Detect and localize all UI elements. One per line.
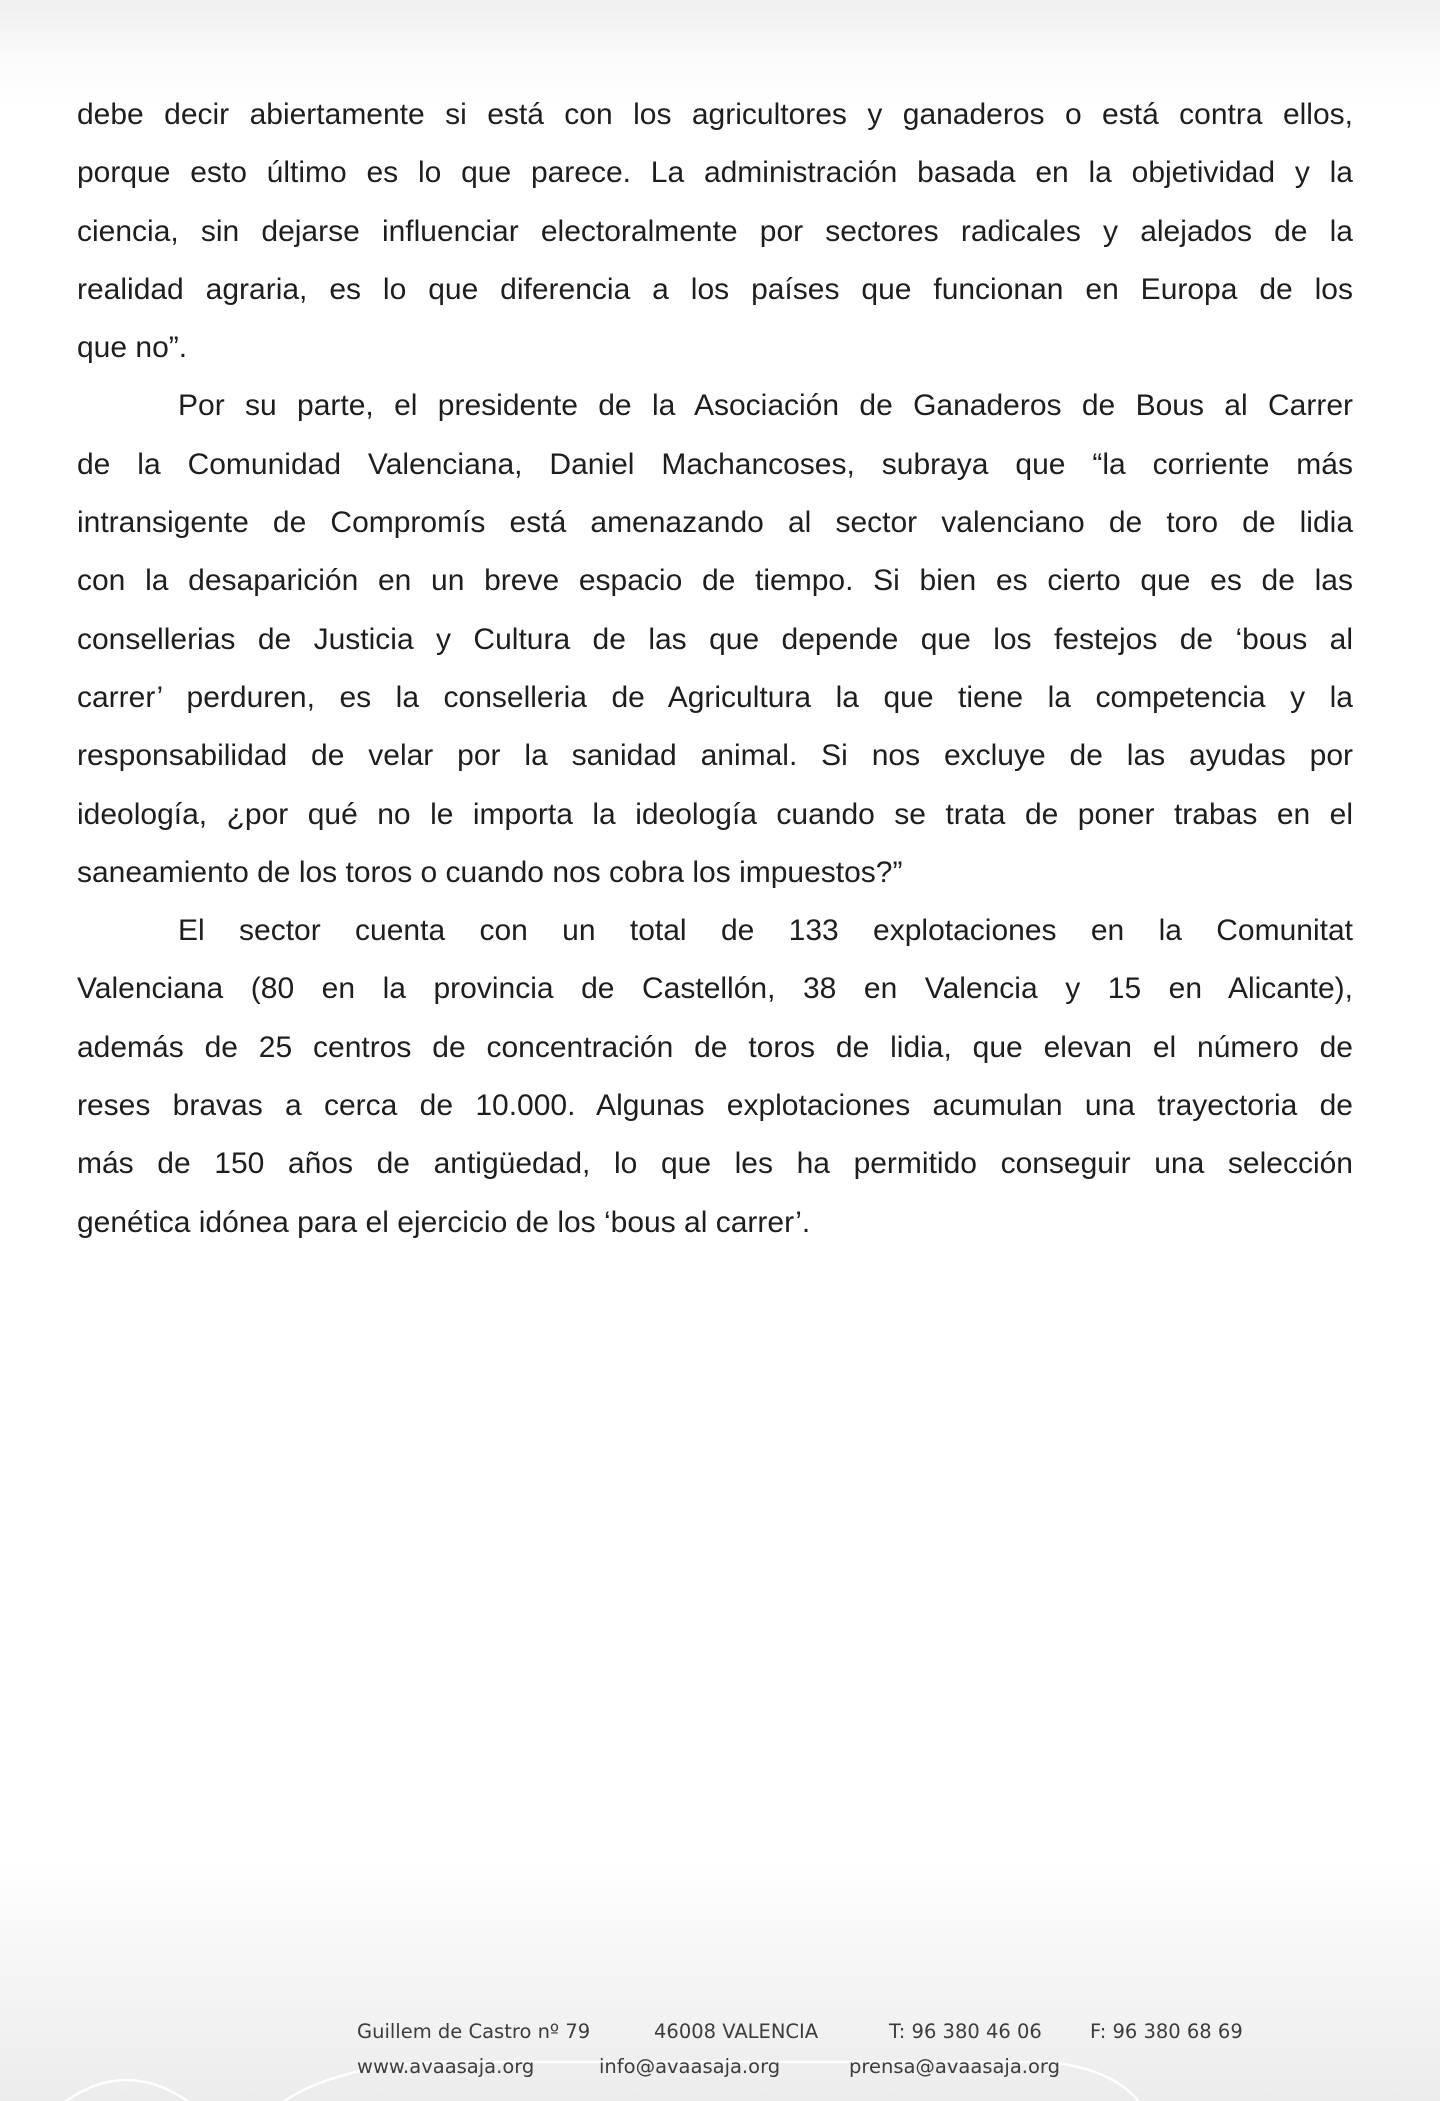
text-line: debe decir abiertamente si está con los agricultores y ganaderos o está contra ellos, bbox=[77, 98, 1353, 131]
text-line: de la Comunidad Valenciana, Daniel Machancoses, subraya que “la corriente más bbox=[77, 447, 1353, 481]
paragraph-1 bbox=[77, 86, 1353, 377]
text-line: que no”. bbox=[77, 331, 188, 365]
text-line: consellerias de Justicia y Cultura de las que depende que los festejos de ‘bous al bbox=[77, 622, 1353, 656]
text-line: Por su parte, el presidente de la Asociación de Ganaderos de Bous al Carrer bbox=[178, 389, 1353, 423]
text-line: carrer’ perduren, es la conselleria de Agricultura la que tiene la competencia y la bbox=[77, 680, 1353, 714]
text-line: El sector cuenta con un total de 133 explotaciones en la Comunitat bbox=[178, 914, 1353, 948]
footer-phone: T: 96 380 46 06 bbox=[889, 2020, 1042, 2043]
text-line: responsabilidad de velar por la sanidad animal. Si nos excluye de las ayudas por bbox=[77, 739, 1353, 773]
paragraph-3 bbox=[77, 902, 1353, 1252]
footer-website-link[interactable]: www.avaasaja.org bbox=[357, 2055, 535, 2078]
footer-city: 46008 VALENCIA bbox=[654, 2020, 819, 2043]
text-line: ciencia, sin dejarse influenciar electoralmente por sectores radicales y alejados de la bbox=[77, 214, 1353, 248]
text-line: genética idónea para el ejercicio de los ‘bous al carrer’. bbox=[77, 1205, 811, 1239]
text-line: realidad agraria, es lo que diferencia a los países que funcionan en Europa de los bbox=[77, 272, 1353, 306]
text-line: más de 150 años de antigüedad, lo que les ha permitido conseguir una selección bbox=[77, 1147, 1353, 1181]
text-line: además de 25 centros de concentración de toros de lidia, que elevan el número de bbox=[77, 1030, 1353, 1064]
paragraph-2 bbox=[77, 377, 1353, 902]
text-line: reses bravas a cerca de 10.000. Algunas explotaciones acumulan una trayectoria de bbox=[77, 1089, 1353, 1123]
text-line: ideología, ¿por qué no le importa la ideología cuando se trata de poner trabas en el bbox=[77, 797, 1353, 831]
footer-press-email-link[interactable]: prensa@avaasaja.org bbox=[849, 2055, 1060, 2078]
text-line: con la desaparición en un breve espacio de tiempo. Si bien es cierto que es de las bbox=[77, 564, 1353, 598]
arc-small bbox=[55, 2080, 200, 2101]
text-line: saneamiento de los toros o cuando nos cobra los impuestos?” bbox=[77, 855, 903, 889]
text-line: porque esto último es lo que parece. La administración basada en la objetividad y la bbox=[77, 156, 1353, 190]
text-line: intransigente de Compromís está amenazando al sector valenciano de toro de lidia bbox=[77, 506, 1353, 540]
footer-info-email-link[interactable]: info@avaasaja.org bbox=[599, 2055, 781, 2078]
footer-fax: F: 96 380 68 69 bbox=[1090, 2020, 1243, 2043]
text-line: Valenciana (80 en la provincia de Castellón, 38 en Valencia y 15 en Alicante), bbox=[77, 972, 1353, 1006]
footer-address: Guillem de Castro nº 79 bbox=[357, 2020, 591, 2043]
document-body bbox=[77, 86, 1353, 1252]
